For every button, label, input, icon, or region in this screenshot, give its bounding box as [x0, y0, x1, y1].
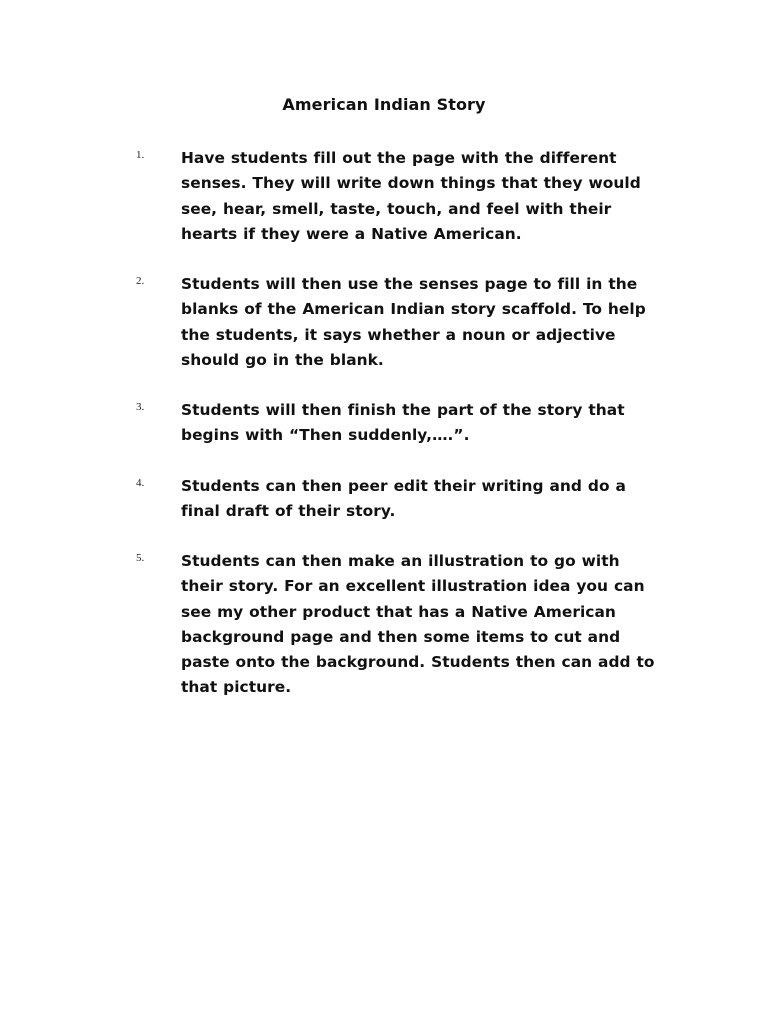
list-item-text: Students can then peer edit their writing and do a final draft of their story. — [181, 477, 626, 521]
page-title: American Indian Story — [282, 95, 486, 114]
list-item-number: 1. — [136, 149, 145, 161]
list-item-text: Students will then use the senses page to fill in the blanks of the American Indian story scaffold. To help the students, it says whether a noun or adjective should go in the blank. — [181, 275, 646, 369]
list-item-text: Have students fill out the page with the different senses. They will write down things that they would see, hear, smell, taste, touch, and feel with their hearts if they were a Native American. — [181, 149, 641, 243]
list-item-number: 2. — [136, 275, 145, 287]
list-item-text: Students can then make an illustration to go with their story. For an excellent illustration idea you can see my other product that has a Native American background page and then some items to cut and paste onto the background. Students then can add to that picture. — [181, 552, 655, 697]
list-item-text: Students will then finish the part of the story that begins with “Then suddenly,….”. — [181, 401, 625, 445]
list-item-number: 3. — [136, 401, 145, 413]
list-item-number: 4. — [136, 477, 145, 489]
list-item-number: 5. — [136, 552, 145, 564]
